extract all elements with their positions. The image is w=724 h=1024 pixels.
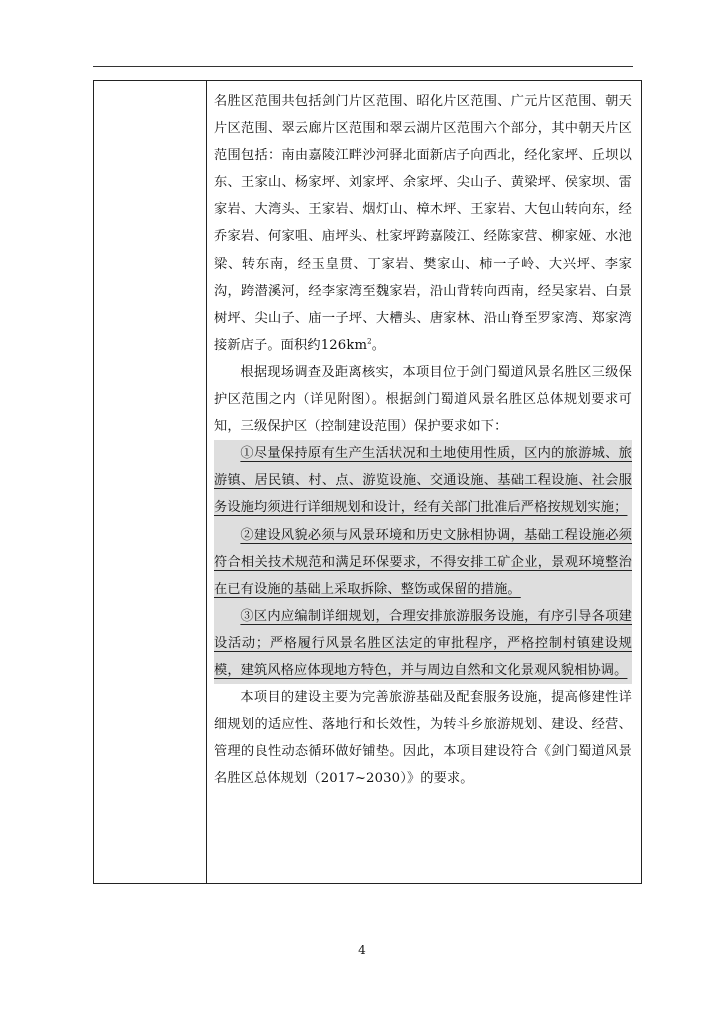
area-unit-superscript: 2 bbox=[367, 337, 372, 346]
page-number: 4 bbox=[358, 943, 366, 957]
paragraph-scenic-area-range-text: 名胜区范围共包括剑门片区范围、昭化片区范围、广元片区范围、朝天片区范围、翠云廊片区范围和翠云湖片区范围六个部分，其中朝天片区范围包括：南由嘉陵江畔沙河驿北面新店子向西北，经化家坪、丘坝以东、王家山、杨家坪、刘家坪、余家坪、尖山子、黄梁坪、侯家坝、雷家岩、大湾头、王家岩、烟灯山、樟木坪、王家岩、大包山转向东，经乔家岩、何家咀、庙坪头、杜家坪跨嘉陵江、经陈家营、柳家娅、水池梁、转东南，经玉皇贯、丁家岩、樊家山、柿一子岭、大兴坪、李家沟，跨潜溪河，经李家湾至魏家岩，沿山背转向西南，经吴家岩、白景树坪、尖山子、庙一子坪、大槽头、唐家林、沿山脊至罗家湾、郑家湾接新店子。面积约126km bbox=[214, 94, 632, 353]
requirement-1-text: ①尽量保持原有生产生活状况和土地使用性质，区内的旅游城、旅游镇、居民镇、村、点、游览设施、交通设施、基础工程设施、社会服务设施均须进行详细规划和设计，经有关部门批准后严格按规划实施； bbox=[214, 446, 632, 516]
paragraph-scenic-area-range-end: 。 bbox=[371, 337, 386, 353]
paragraph-requirement-1 bbox=[214, 440, 632, 521]
paragraph-conclusion: 本项目的建设主要为完善旅游基础及配套服务设施，提高修建性详细规划的适应性、落地行和长效性，为转斗乡旅游规划、建设、经营、管理的良性动态循环做好铺垫。因此，本项目建设符合《剑门蜀道风景名胜区总体规划（2017~2030）》的要求。 bbox=[214, 690, 632, 787]
table-cell-content bbox=[214, 88, 632, 792]
requirement-2-text: ②建设风貌必须与风景环境和历史文脉相协调，基础工程设施必须符合相关技术规范和满足环保要求，不得安排工矿企业，景观环境整治在已有设施的基础上采取拆除、整饬或保留的措施。 bbox=[214, 527, 632, 597]
paragraph-site-survey: 根据现场调查及距离核实，本项目位于剑门蜀道风景名胜区三级保护区范围之内（详见附图）。根据剑门蜀道风景名胜区总体规划要求可知，三级保护区（控制建设范围）保护要求如下： bbox=[214, 364, 632, 435]
requirement-3-text: ③区内应编制详细规划，合理安排旅游服务设施，有序引导各项建设活动；严格履行风景名胜区法定的审批程序，严格控制村镇建设规模，建筑风格应体现地方特色，并与周边自然和文化景观风貌相协调。 bbox=[214, 608, 632, 678]
paragraph-requirement-2 bbox=[214, 522, 632, 603]
column-divider bbox=[206, 81, 207, 883]
header-rule bbox=[93, 66, 633, 67]
paragraph-scenic-area-range bbox=[214, 88, 632, 359]
table-frame bbox=[93, 80, 642, 884]
paragraph-requirement-3 bbox=[214, 603, 632, 684]
